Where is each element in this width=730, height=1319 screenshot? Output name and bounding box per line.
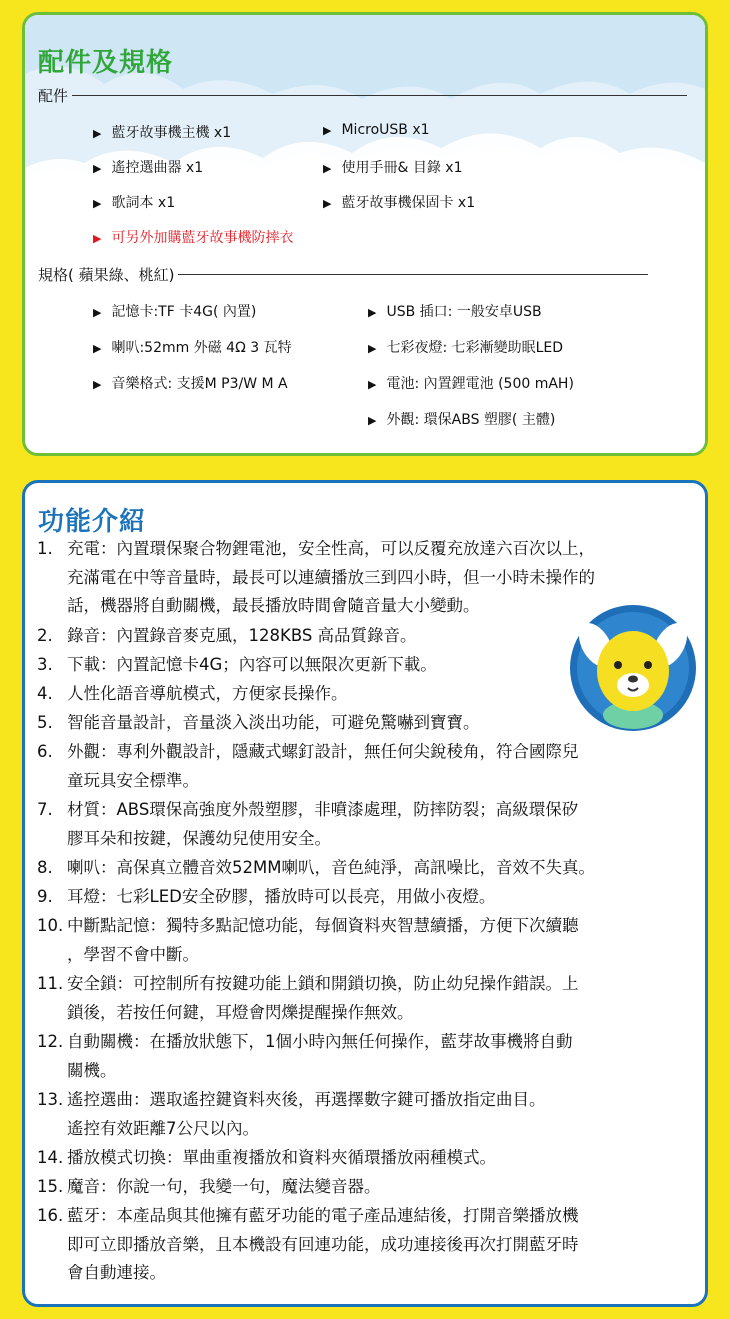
feature-item: 1. 充電：內置環保聚合物鋰電池，安全性高，可以反覆充放達六百次以上， 充滿電在中等音量時，最長可以連續播放三到四小時，但一小時未操作的 話，機器將自動關機，最長播放時間會隨音量大小變動。: [37, 539, 595, 615]
feature-item: 3. 下載：內置記憶卡4G；內容可以無限次更新下載。: [37, 655, 437, 674]
spec-item: ▶ 七彩夜燈: 七彩漸變助眠LED: [368, 340, 564, 356]
triangle-bullet-icon: ▶: [93, 378, 102, 391]
feature-item: 2. 錄音：內置錄音麥克風，128KBS 高品質錄音。: [37, 626, 417, 645]
spec-item: ▶ USB 插口: 一般安卓USB: [368, 304, 542, 320]
specs-section-header: [38, 264, 648, 285]
feature-item: 7. 材質：ABS環保高強度外殼塑膠，非噴漆處理，防摔防裂；高級環保矽 膠耳朵和按鍵，保護幼兒使用安全。: [37, 800, 579, 848]
accessory-item: ▶ 藍牙故事機保固卡 x1: [323, 195, 476, 211]
triangle-bullet-icon: ▶: [368, 306, 377, 319]
spec-item: ▶ 記憶卡:TF 卡4G( 內置): [93, 304, 257, 320]
triangle-bullet-icon: ▶: [93, 162, 102, 175]
feature-item: 14. 播放模式切換：單曲重複播放和資料夾循環播放兩種模式。: [37, 1148, 496, 1167]
features-title: 功能介紹: [38, 507, 147, 537]
feature-item: 15. 魔音：你說一句，我變一句，魔法變音器。: [37, 1177, 381, 1196]
feature-item: 5. 智能音量設計，音量淡入淡出功能，可避免驚嚇到寶寶。: [37, 713, 480, 732]
feature-item: 8. 喇叭：高保真立體音效52MM喇叭，音色純淨，高訊噪比，音效不失真。: [37, 858, 595, 877]
feature-item: 16. 藍牙：本產品與其他擁有藍牙功能的電子產品連結後，打開音樂播放機 即可立即播放音樂，且本機設有回連功能，成功連接後再次打開藍牙時 會自動連接。: [37, 1206, 579, 1282]
spec-item: ▶ 音樂格式: 支援M P3/W M A: [93, 376, 288, 392]
feature-item: 10. 中斷點記憶：獨特多點記憶功能，每個資料夾智慧續播，方便下次續聽 ，學習不會中斷。: [37, 916, 579, 964]
spec-item: ▶ 電池: 內置鋰電池 (500 mAH): [368, 376, 574, 392]
optional-purchase-note: ▶ 可另外加購藍牙故事機防摔衣: [93, 230, 294, 246]
specs-label: 規格( 蘋果綠、桃紅): [38, 266, 175, 284]
accessory-item: ▶ 藍牙故事機主機 x1: [93, 125, 232, 141]
triangle-bullet-icon: ▶: [368, 342, 377, 355]
accessories-label: 配件: [38, 87, 69, 105]
divider: [72, 95, 687, 96]
triangle-bullet-icon: ▶: [93, 306, 102, 319]
feature-item: 12. 自動關機：在播放狀態下，1個小時內無任何操作，藍芽故事機將自動 關機。: [37, 1032, 573, 1080]
features-panel: [22, 480, 708, 1307]
triangle-bullet-icon: ▶: [323, 124, 332, 137]
accessory-item: ▶ 遙控選曲器 x1: [93, 160, 204, 176]
accessory-item: ▶ 使用手冊& 目錄 x1: [323, 160, 463, 176]
triangle-bullet-icon: ▶: [368, 378, 377, 391]
accessories-section-header: [38, 85, 687, 106]
accessories-title: 配件及規格: [38, 48, 174, 78]
feature-item: 4. 人性化語音導航模式，方便家長操作。: [37, 684, 348, 703]
accessory-item: ▶ 歌詞本 x1: [93, 195, 176, 211]
triangle-bullet-icon: ▶: [323, 197, 332, 210]
feature-item: 11. 安全鎖：可控制所有按鍵功能上鎖和開鎖切換，防止幼兒操作錯誤。上 鎖後，若按任何鍵，耳燈會閃爍提醒操作無效。: [37, 974, 579, 1022]
accessories-specs-panel: [22, 12, 708, 456]
feature-item: 6. 外觀：專利外觀設計，隱藏式螺釘設計，無任何尖銳稜角，符合國際兒 童玩具安全標準。: [37, 742, 579, 790]
spec-item: ▶ 外觀: 環保ABS 塑膠( 主體): [368, 412, 556, 428]
triangle-bullet-icon: ▶: [93, 232, 102, 245]
triangle-bullet-icon: ▶: [368, 414, 377, 427]
triangle-bullet-icon: ▶: [93, 127, 102, 140]
feature-item: 9. 耳燈：七彩LED安全矽膠，播放時可以長亮，用做小夜燈。: [37, 887, 496, 906]
triangle-bullet-icon: ▶: [323, 162, 332, 175]
triangle-bullet-icon: ▶: [93, 197, 102, 210]
accessory-item: ▶ MicroUSB x1: [323, 122, 430, 138]
feature-item: 13. 遙控選曲：選取遙控鍵資料夾後，再選擇數字鍵可播放指定曲目。 遙控有效距離7公尺以內。: [37, 1090, 546, 1138]
triangle-bullet-icon: ▶: [93, 342, 102, 355]
divider: [178, 274, 648, 275]
spec-item: ▶ 喇叭:52mm 外磁 4Ω 3 瓦特: [93, 340, 292, 356]
